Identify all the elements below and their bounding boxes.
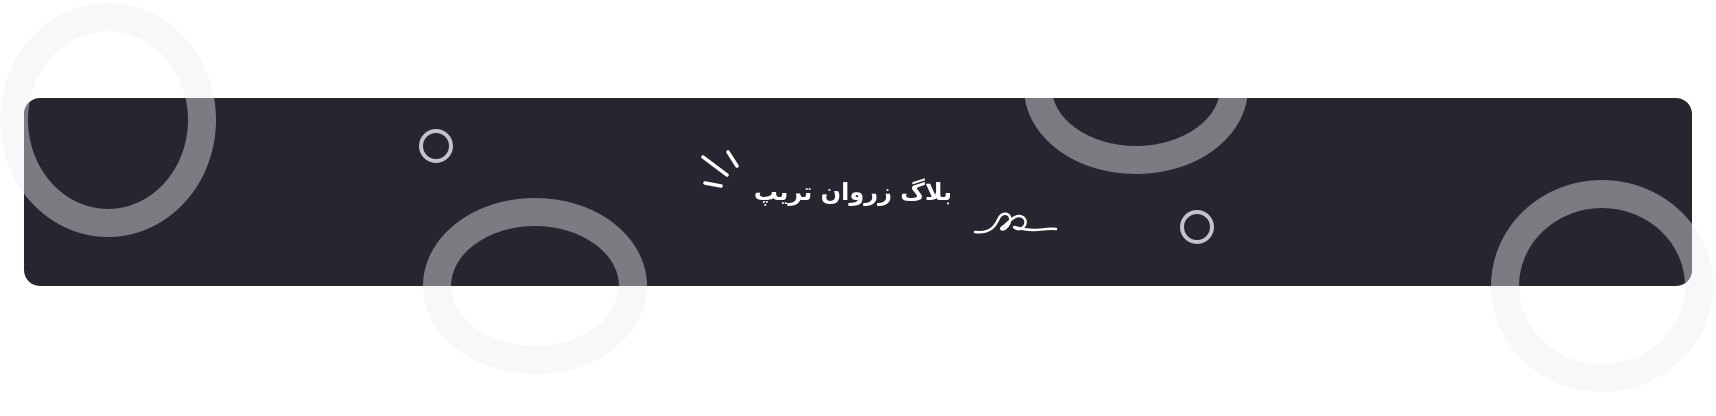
large-ring-icon <box>1038 16 1234 160</box>
small-ring-icon <box>421 131 451 161</box>
small-ring-icon <box>1182 212 1212 242</box>
sparkle-lines-icon <box>703 152 737 186</box>
page-title: بلاگ زروان تریپ <box>753 178 953 206</box>
squiggle-icon <box>975 214 1056 233</box>
